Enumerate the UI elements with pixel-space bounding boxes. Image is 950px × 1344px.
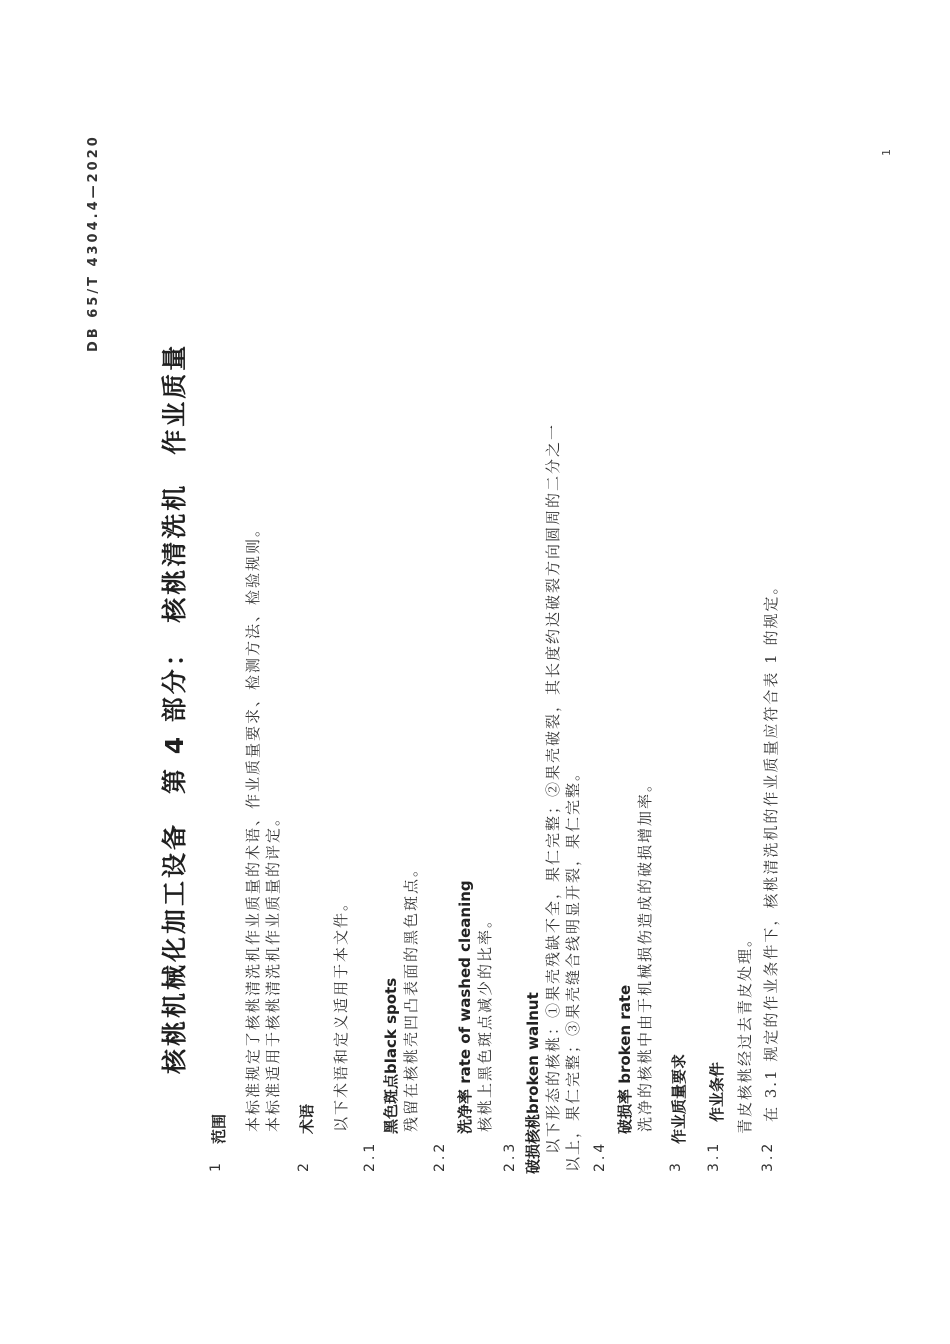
section-number: 2.2 (432, 1140, 448, 1172)
section-heading: 作业质量要求 (670, 1053, 688, 1144)
section-heading: 作业条件 (708, 1061, 726, 1122)
section-number: 3.1 (706, 1140, 722, 1172)
term-definition: 残留在核桃壳凹凸表面的黑色斑点。 (402, 859, 420, 1132)
section-number: 2.3 (502, 1140, 518, 1172)
term-name: 破损率 broken rate (616, 984, 634, 1134)
section-number: 3.2 (760, 1140, 776, 1172)
paragraph: 在 3.1 规定的作业条件下，核桃清洗机的作业质量应符合表 1 的规定。 (762, 577, 780, 1122)
term-definition: 洗净的核桃中由于机械损伤造成的破损增加率。 (636, 774, 654, 1132)
term-name: 洗净率 rate of washed cleaning (456, 880, 474, 1134)
term-name: 黑色斑点black spots (382, 977, 400, 1134)
document-title: 核桃机械化加工设备 第 4 部分： 核桃清洗机 作业质量 (160, 342, 189, 1074)
paragraph: 青皮核桃经过去青皮处理。 (736, 929, 754, 1134)
paragraph: 本标准适用于核桃清洗机作业质量的评定。 (264, 808, 282, 1132)
section-heading: 术语 (298, 1103, 316, 1134)
section-number: 3 (668, 1160, 684, 1172)
paragraph: 以下术语和定义适用于本文件。 (332, 893, 350, 1132)
standard-code: DB 65/T 4304.4—2020 (86, 134, 101, 352)
section-number: 1 (208, 1160, 224, 1172)
term-name: 破损核桃broken walnut (524, 992, 542, 1174)
term-definition: 以下形态的核桃：①果壳残缺不全，果仁完整；②果壳破裂，其长度约达破裂方向圆周的二分之一 (544, 422, 562, 1154)
paragraph: 本标准规定了核桃清洗机作业质量的术语、作业质量要求、检测方法、检验规则。 (244, 519, 262, 1132)
section-number: 2.1 (362, 1140, 378, 1172)
page-number: 1 (880, 149, 893, 156)
term-definition: 以上，果仁完整；③果壳缝合线明显开裂，果仁完整。 (564, 763, 582, 1172)
term-definition: 核桃上黑色斑点减少的比率。 (476, 910, 494, 1132)
section-heading: 范围 (210, 1113, 228, 1144)
section-number: 2 (296, 1160, 312, 1172)
section-number: 2.4 (592, 1140, 608, 1172)
